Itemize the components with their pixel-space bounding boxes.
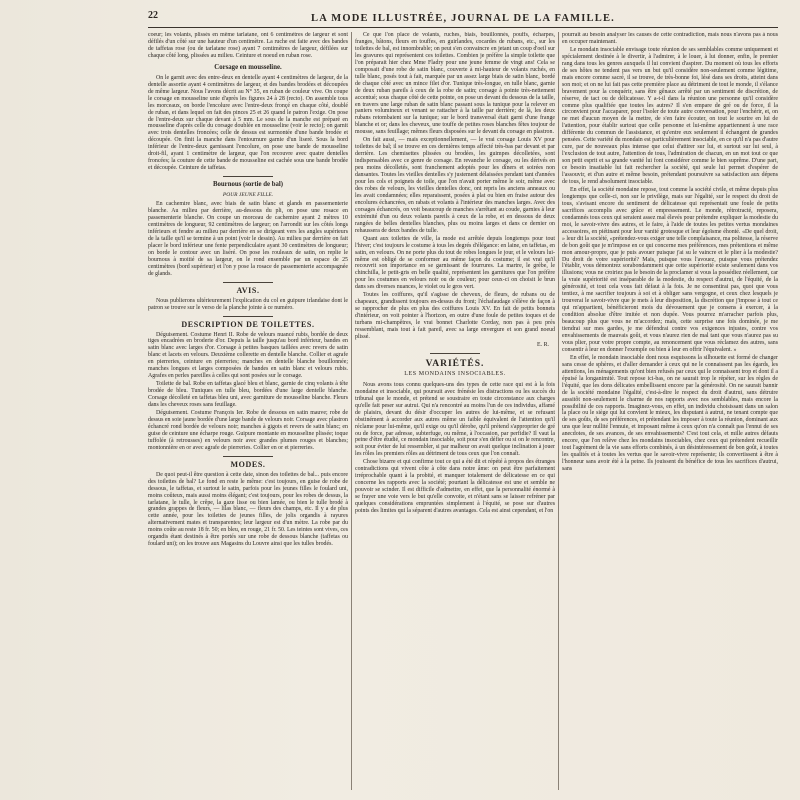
header-rule [148,27,778,28]
running-title: LA MODE ILLUSTRÉE, JOURNAL DE LA FAMILLE. [311,12,615,24]
paragraph: Ce que l'on place de volants, ruches, biais, bouillonnés, pouffs, écharpes, franges, bâtons, fleurs en touffes, en guirlandes, cocardes de rubans, etc., sur les toilettes de bal, est innombrable; on peut s'en convaincre en jetant un coup d'oeil sur les gravures qui représentent ces toilettes. Combien je préfère la simple toilette que l'on préparait hier chez Mme Fladry pour une jeune femme de vingt ans! Cela se composait d'une robe de satin blanc, couverte à mi-hauteur de volants ruchés, en tulle blanc, posés tout à fait, marquée par un assez large biais de satin blanc, bordé de chaque côté avec un mince filet d'or. Tunique très-longue, en tulle blanc, garnie de deux ruban pareils à ceux de la robe de satin; corsage à pointe très-nettement accentué; sous chaque côté de cette pointe, on pose un devant du dessous de la taille, en travers une large ruban de satin blanc passant sous la tunique pour la relever en paniers volumineux et venant se rattacher à la taille par derrière; de là, les deux rubans retombaient sur la tunique; sur le bord transversal était garni d'une frange blanche et or; dans les cheveux, une touffe de petites roses blanches fêtes toujour de mousse, sans feuillage; mêmes fleurs disposées sur le devant du corsage en plastron. [355,32,555,136]
paragraph: Déguisement. Costume François Ier. Robe de dessous en satin mauve; robe de dessus en soie jaune bordée d'une large bande de velours noir. Corsage avec plastron échancré rond bordée de velours noir; manches à gigots et revers de satin blanc; en guise de ceinture une écharpe rouge. Guipure montante en mousseline plissée; toque tuffolée (à retrousses) en velours noir avec grandes plumes rouges et blanches; montonnière en or avec agrafe de pierreries. Collier en or et pierreries. [148,409,348,451]
paragraph: De quoi peut-il être question à cette date, sinon des toilettes de bal... puis encore des toilettes de bal? Le fond en reste le même: c'est toujours, en guise de robe de dessous, le taffetas, et surtout le satin, parfois pour les jeunes filles le foulard uni, moins coûteux, mais aussi moins élégant; c'est toujours, pour les robes de dessus, la tarlatane, le tulle, le crêpe, la gaze lisse ou bien lamée, ou bien le tulle brodé à grandes grappes de fleurs, — lilas blanc, — fleurs des champs, etc. Il y a de plus cette année, pour les toilettes de jeunes filles, de jolis organdis à rayures alternativement mates et transparentes; leur largeur est d'un mètre. La robe par du moins coûte au reste 18 fr. 50; en bleu, en rouge, 21 fr. 50. Les teintes sont vives, ces organdis étant destinés à être portés sur une robe de dessous blanche (taffetas ou foulard uni); on les trouve aux Magasins du Louvre ainsi que les tulles brodés. [148,471,348,548]
paragraph: Toutes les coiffures, qu'il s'agisse de cheveux, de fleurs, de rubans ou de chapeaux, grandissent toujours en-dessus du front; l'échafaudage s'élève de façon à se rapprocher de plus en plus des coiffures Louis XV. En fait de petits bonnets d'intérieur, on voit pointer à l'horizon, en outre d'une foule de petites toques et de turbans mi-champêtres, le vrai bonnet Charlotte Corday, non pas à peu près ressemblant, mais tout à fait pareil, avec sa large envergure et son grand noeud plissé. [355,292,555,340]
section-subheading: LES MONDAINS INSOCIABLES. [404,370,506,377]
column-2 [355,32,555,792]
paragraph: Le mondain insociable envisage toute réunion de ses semblables comme uniquement et spécialement destinée à le divertir, à l'admirer, à le louer, à lui donner, enfin, le premier rang dans tous les genres auxquels il lui convient d'aspirer. Du moment où tous les efforts de ses hôtes ne tendent pas vers un but qu'il considère non-seulement comme légitime, mais encore comme sacré, il se trouve, de très-bonne foi, lésé dans ses droits, atteint dans son moi; et on ne lui fait pas cette première place au détriment de tout le monde, il s'élance bravement pour la conquérir, sans être gênaux arrêté par un sentiment de discrétion, de réserve, de tact ou de délicatesse. Y a-t-il dans la réunion une personne qu'il considère comme plus qualifiée que toutes les autres? Il s'en empare de gré ou de force, il la circonvient pour l'accaparer, pour l'isoler de toute autre conversation, pour l'enchérir, et, on ne met d'aucun moyen de la mettre, de s'en faire écouter, on tout le sourire en lui de l'attention, pour établir surtout que celle personne et lui-même appartiennent à une race différente du commun de l'assistance, et qu'entre eux seulement il échangent de grandes pensées. Cette variété du mondain est particulièrement insociable, en ce qu'il n'a pas d'autre cure, par de nouveaux plus intense que celui d'attirer sur lui, et surtout sur lui seul, à l'exclusion de tout autre, l'attention de tous, l'admiration de chacun, en un mot tout ce que son petit esprit et sa grande vanité lui font considérer comme le bien suprême. D'une part, ce besoin insatiable lui fait rechercher la société, qui seule lui permet d'espérer de l'assouvir, et d'un autre et même besoin, prétendant poursuivre sa satisfaction aux dépens de tous, le rend absolument insociable. [562,46,778,186]
paragraph: Nous avons tous connu quelques-uns des types de cette race qui est à la fois mondaine et insociable, qui poursuit avec frénésie les distractions ou les succès du tribunal que le monde, et prétend se soustraire en toute circonstance aux charges qu'elle fait peser sur autrui. Qui n'a rencontré au moins l'un de ces individus, affamé de plaisirs, devant du désir d'occuper les autres de lui-même, et se refusant obstinément à accorder aux autres même un faible équivalent de l'attention qu'il réclame pour lui-même, qu'il exige ou qu'il dérobe, qu'il prétend s'approprier de gré ou de force, par adresse, subterfuge, ou même, à l'occasion, par perfidie? Il vaut la peine d'être étudié, ce mondain insociable, soit pour s'en défier ou si on le rencontre, soit pour éviter de lui ressembler, si par malheur on avait quelque inclination à jouer les rôles les premiers rôles au détriment de tous ceux que l'on connaît. [355,381,555,458]
paragraph: On fait aussi, — mais exceptionnellement, — le vrai corsage Louis XV pour toilettes de bal; il se trouve en ces dernières temps affecté très-bas par devant et par derrière. Les chemisettes plissées ou brodées, les guimpes décolletées, sont indispensables avec ce genre de corsage. En revanche le corsage, ou les dérivés en peu moins décolletés, sont franchement adoptés pour les dîners et soirées non dansantes. Toutes les vieilles dentelles s'y justement délaissées pendant tant d'années pour les cols et poignets de toile, que l'on n'avait porter même le soir, même avec des robes de velours, les vieilles dentelles donc, ont repris les anciens anneaux ou les avait condamnées; elles reparaissent, posées à plat ou bien en fraise autour des encolures échancrées, en rabats et volants à l'intérieur des manches larges. Avec des corsages échancrés, on voit beaucoup de manches s'arrêtant au coude, garnies à leur extrémité d'un ou deux volants pareils à ceux de la robe, et en dessous de deux rangées de belles dentelles blanches, plus ou moins larges et dans ce dernier on rehaussera de deux bandes de tulle. [355,137,555,234]
section-heading: Bournous (sortie de bal) [212,181,284,189]
section-heading: VARIÉTÉS. [425,358,485,369]
paragraph: On le garnit avec des entre-deux en dentelle ayant 4 centimètres de largeur, de la dentelle assortie ayant 4 centimètres de largeur, et des bandes brodées et découpées de même largeur. Nous l'avons décrit au N° 35, en ruban de couleur vive. On coupe le corsage en mousseline unie d'après les figures 24 à 28 (recto). On assemble tous les morceaux, on borde l'encolure avec l'entre-deux fronçé en chaque côté, doublé de ruban, et dans lequel on fait des pinces 25 et 26 quand le patron l'exige. On pose de l'entre-deux sur chaque devant à 5 mm. Le sous de la manche est préparé en mousseline d'après celle du corsage doublée en mousseline (voir le recto); on garnit avec trois dentelles froncées; celle de dessus est surmontée d'une bande brodée et découpée. On finit la manche dans l'entournure garnie d'un liseré. Sous la bord inférieur de l'entre-deux garnissant l'encolure, on pose une bande de mousseline droit-fil, ayant 1 centimètre de largeur, que l'on recouvre avec quatre dentelles froncées; la couture de cette bande de mousseline est cachée sous une bande brodée et découpée. Ceinture de taffetas. [148,74,348,172]
paragraph: Déguisement. Costume Henri II. Robe de velours nuancé rubis, bordée de deux tiges encadrées en broderie d'or. Depuis la taille jusqu'au bord inférieur, bandes en satin blanc avec larges d'or. Corsage à petites basques taillées avec revers de satin blanc et lacets en velours. Deuxième collerette en dentelle blanche. Collier et agrafe en pierreries, ceinture en pierreries; manches en dentelle blanche bouillonnée; manches longues et larges composées de bandes en satin blanc et velours rubis. Agrafes en perles pareilles à celles qui sont posées sur le corsage. [148,331,348,380]
section-heading: Corsage en mousseline. [214,63,282,71]
section-heading: AVIS. [236,285,260,295]
section-heading: DESCRIPTION DE TOILETTES. [181,319,315,329]
divider [223,316,273,317]
section-subheading: POUR JEUNE FILLE. [222,192,274,199]
paragraph: En effet, la société mondaine repose, tout comme la société civile, et même depuis plus longtemps que celle-ci, non sur le privilège, mais sur l'égalité, sur le respect du droit de tous, s'avisant encore du sentiment de délicatesse qui représentait une foule de petits sacrifices accomplis avec grâce et empressement. Le monde, rétrotracté, reposera, condamnés tous ceux qui seraient assez mal élevés pour prétendre expliquer la modestie du moi, le savoir-vivre des autres, et le faire, à l'aide de toutes les petites vertus mondaines accessoires, en piétinant pour leur vanité grotesque et leur égoïsme éhonté. «De quel droit, » leur dit la société, «prétendez-vous exiger une telle complaisance, ma politesse, la réserve de bon goût que je m'impose en ce qui concerne mes préférences, mes prétentions et même mon amour-propre, que je puis avouer puisque j'ai su le vaincre et le plier à la modestie? Du droit de votre supériorité? Mais, puisque vous l'avouez, puisque vous prétendez l'établir, vous démontrez sorabondamment que cette supériorité existe seulement dans vos illusions; vous ne croiriez pas le besoin de la proclamer si vous la possédiez réellement, car la vraie supériorité est inséparable de la modestie, du respect d'autrui, de l'équité, de la générosité, et tout cela vous fait défaut à la fois. Je ne consentirai pas, quoi que vous tentiez, à me sacrifier toujours à soi et à obliger sans vergogne, et ceux chez lesquels je trouverai le savoir-vivre que je mets à leur disposition, la discrétion que j'impose à tout ce qui m'appartient, bénéficieront mois du dévouement que je consens à exercer, à la condition absolue d'être imitée et non dupée. Vous pourrez m'arracher parfois plus, beaucoup plus que vous ne m'accordez; mais, cette surprise une fois dominée, je me tiendrai sur mes gardes, je me défendrai contre vos exigences injustes, contre vos envahissements de mauvais goût, et vous n'aurez rien de mal tant que vous n'aurez pas su vous plier, pour votre propre compte, au renoncement que vous réclamez des autres, sans consentir à leur en donner l'exemple ou bien à leur en offrir l'équivalent. » [562,186,778,353]
column-divider [558,32,559,790]
paragraph: Chose bizarre et qui confirme tout ce qui a été dit et répété à propos des étranges contradictions qui vivent côte à côte dans notre âme: on peut être parfaitement irréprochable quant à la probité, et manquer totalement de délicatesse en ce qui concerne les rapports avec la société; pourtant la délicatesse est une et semble ne pouvoir se scinder. Il est difficile d'admettre, en effet, que la personnalité énormé à se frayer une voie vers le but qu'elle convoite, et n'étant sans se laisser refréner par quelques considérations empruntées simplement à l'équité, se pose sur d'autres points des limites qui la séparent d'autres avantages. Cela est ainsi cependant, et l'on [355,459,555,514]
paragraph: Nous publierons ultérieurement l'explication du col en guipure irlandaise dont le patron se trouve sur le verso de la planche jointe à ce numéro. [148,297,348,311]
author-signature: E. R. [537,341,549,348]
paragraph: pourrait au besoin analyser les causes de cette contradiction, mais nous n'avons pas à nous en occuper maintenant. [562,32,778,45]
column-1 [148,32,348,792]
paragraph: Quant aux toilettes de ville, la mode est arrêtée depuis longtemps pour tout l'hiver; c'est toujours le costume à tous les degrés d'élégance: en laine, en taffetas, en satin, en velours. On ne porte plus du tout de robes longues le jour, et le velours lui-même est obligé de se conformer au même façon du costume; il est vrai qu'il recouvrit son importance en se garnissant de fourrures. La martre, le grèbe, le chinchilla, le petit-gris en belle qualité, représentent les garnitures que l'on préfère pour les costumes en velours noir ou de couleur; pour ceux-ci on choisit le brun dans ses diverses nuances, le violet ou le gros vert. [355,235,555,291]
section-heading: MODES. [230,459,266,469]
column-divider [351,32,352,790]
divider [223,456,273,457]
paragraph: Toilette de bal. Robe en taffetas glacé bleu et blanc, garnie de cinq volants à tête brodée de bleu. Tuniques en tulle bleu, bordées d'une large dentelle blanche. Corsage décolleté en taffetas bleu uni, avec garniture de mousseline blanche. Fleurs dans les cheveux roses sans feuillage. [148,381,348,409]
paragraph: En effet, le mondain insociable dont nous esquissons la silhouette est formé de changer sans cesse de sphères, et d'aller demander à ceux qui ne le connaissent pas les égards, les attentions, les ménagements qu'ont bien refusés par ceux qui le connaissent trop et dont il a épuisé la longanimité. Tout repose ici-bas, on ne saurait trop le répéter, sur les règles de l'équité, que les dons délicates embellissent encore par la générosité. On ne saurait bannir de la société mondaine l'égalité, c'est-à-dire le respect du droit d'autrui, sans détruire aussitôt non-seulement le charme de nos rapports avec nos semblables, mais encore la possibilité de ces rapports. Imaginez-vous, en effet, un individu choisissant dans un salon la place ou le siège qui lui convient le mieux, les disputant à autrui, ne tenant compte que de ses goûts, de ses préférences, et prétendant les imposer à toute la réunion, dominant aux uns que leur nullité l'ennuie, et imposant même à ceux qu'on n'a connaît pas l'ennui de ses anecdotes, de ses avances, de ses envahissements? C'est tout cela, et mille autres défauts encore, que l'on relève chez les mondains insociables, chez ceux qui prétendent recueillir tout l'agrément de la vie sans efforts combinés, à un désintéressement de bon goût, à toutes les qualités et à toutes les vertus que le savoir-vivre représente; ils convertissent à être à l'honneur sans avoir été à la peine. Ils jouissent du bénéfice de tous les sacrifices d'autrui, sans [562,354,778,473]
page-number: 22 [148,10,158,21]
paragraph: coeur; les volants, plissés en même tarlatane, ont 6 centimètres de largeur et sont défilés d'un côté sur une hauteur d'un centimètre. La ruche est faite avec des bandes de taffetas rose (ou de tarlatane rose) ayant 7 centimètres de largeur, défilées sur chaque côté long, plissées au milieu. Ceinture et noeud en ruban rose. [148,32,348,59]
page-header [148,10,778,26]
divider [223,282,273,283]
column-3 [562,32,778,792]
divider [430,353,480,354]
paragraph: En cachemire blanc, avec biais de satin blanc et glands en passementerie blanche. Au milieu par derrière, au-dessous du pli, on pose une rosace en passementerie blanche. On coupe un morceau de cachemire ayant 2 mètres 10 centimètres de longueur, 92 centimètres de largeur; on l'arrondit sur les côtés longs inférieurs et fendre au milieu par derrière en se dirigeant vers les angles supérieurs de la taille qu'il se termine à un point (voir le dessin). Au milieu par derrière on fait placer le bord inférieur une fente perpendiculaire ayant 30 centimètres de longueur; on borde le contour avec un liséré. On pose les rouleaux de satin, on replie le bournous à moitié de sa largeur, on le rond ensemble par un espace de 25 centimètres (bord supérieur) et l'on y pose la rosace de passementerie accompagnée de glands. [148,201,348,277]
divider [223,176,273,177]
